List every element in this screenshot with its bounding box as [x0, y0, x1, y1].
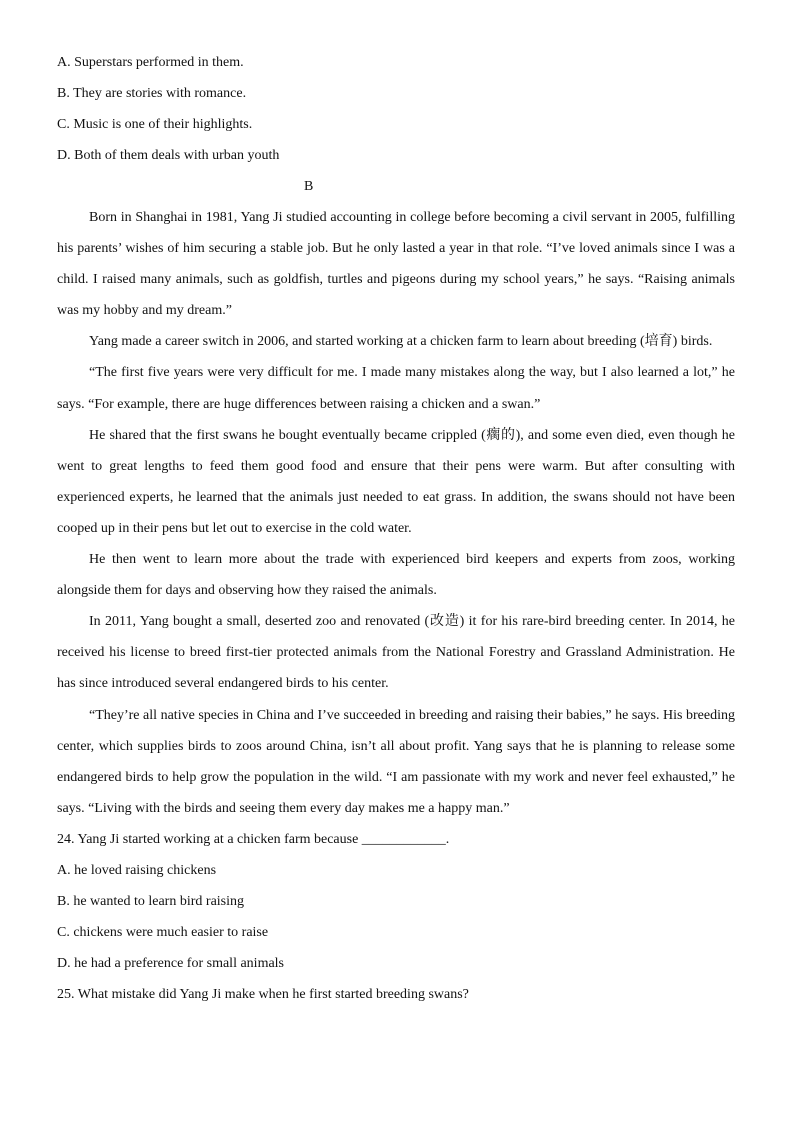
reading-passage: [57, 202, 735, 824]
option-a: A. Superstars performed in them.: [57, 55, 244, 70]
passage-paragraph-4: He shared that the first swans he bought eventually became crippled (瘸的), and some even died, even though he went to great lengths to feed them good food and ensure that their pens were warm. But after consulting with experienced experts, he learned that the animals just needed to eat grass. In addition, the swans should not have been cooped up in their pens but let out to exercise in the cold water.: [57, 427, 735, 536]
passage-paragraph-3: “The first five years were very difficult for me. I made many mistakes along the way, but I also learned a lot,” he says. “For example, there are huge differences between raising a chicken and a swan.”: [57, 365, 735, 412]
question-24-option-b: B. he wanted to learn bird raising: [57, 893, 245, 909]
section-heading: B: [304, 179, 314, 194]
passage-paragraph-6: In 2011, Yang bought a small, deserted zoo and renovated (改造) it for his rare-bird breeding center. In 2014, he received his license to breed first-tier protected animals from the National Forestry and Grassland Administration. He has since introduced several endangered birds to his center.: [57, 614, 735, 692]
passage-paragraph-1: Born in Shanghai in 1981, Yang Ji studied accounting in college before becoming a civil servant in 2005, fulfilling his parents’ wishes of him securing a stable job. But he only lasted a year in that role. “I’ve loved animals since I was a child. I raised many animals, such as goldfish, turtles and pigeons during my school years,” he says. “Raising animals was my hobby and my dream.”: [57, 210, 735, 319]
question-24-option-c: C. chickens were much easier to raise: [57, 924, 269, 940]
passage-paragraph-7: “They’re all native species in China and I’ve succeeded in breeding and raising their babies,” he says. His breeding center, which supplies birds to zoos around China, isn’t all about profit. Yang says that he is planning to release some endangered birds to help grow the population in the wild. “I am passionate with my work and never feel exhausted,” he says. “Living with the birds and seeing them every day makes me a happy man.”: [57, 707, 735, 816]
option-b: B. They are stories with romance.: [57, 86, 247, 101]
option-c: C. Music is one of their highlights.: [57, 117, 253, 132]
passage-paragraph-5: He then went to learn more about the trade with experienced bird keepers and experts from zoos, working alongside them for days and observing how they raised the animals.: [57, 552, 735, 599]
question-24: [57, 824, 735, 979]
previous-question-options: [57, 47, 735, 171]
question-25-stem: 25. What mistake did Yang Ji make when he first started breeding swans?: [57, 986, 469, 1002]
question-25: [57, 979, 735, 1010]
question-24-stem: 24. Yang Ji started working at a chicken farm because ____________.: [57, 831, 450, 847]
document-page: [57, 47, 735, 1010]
question-24-option-a: A. he loved raising chickens: [57, 862, 217, 878]
passage-paragraph-2: Yang made a career switch in 2006, and started working at a chicken farm to learn about breeding (培育) birds.: [89, 334, 713, 350]
option-d: D. Both of them deals with urban youth: [57, 148, 280, 163]
question-24-option-d: D. he had a preference for small animals: [57, 955, 285, 971]
